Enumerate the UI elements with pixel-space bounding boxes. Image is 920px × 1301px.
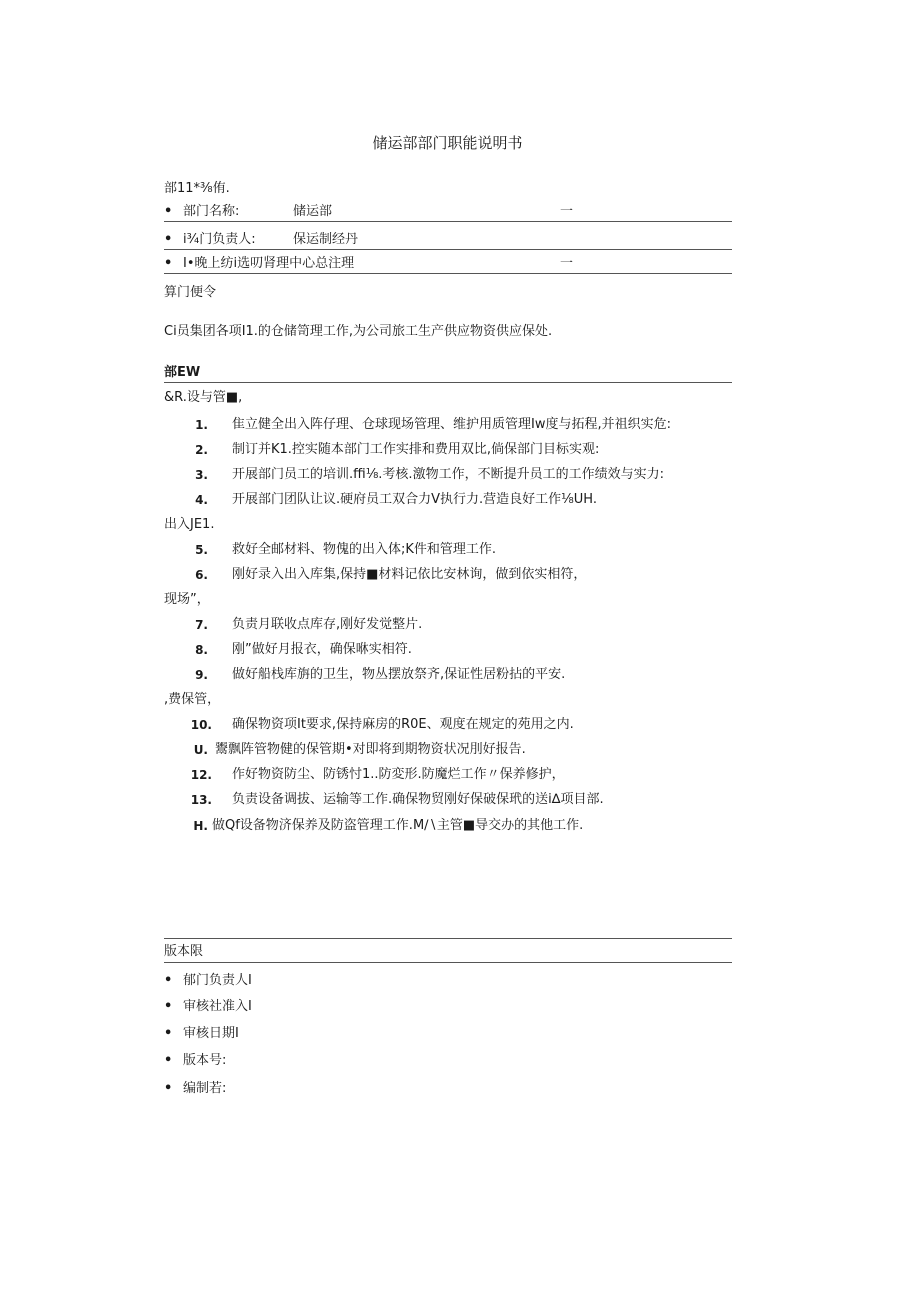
item-number: 12. [190, 768, 212, 782]
version-field-approver: 审核社准入I [183, 999, 252, 1014]
item-text: 制订并K1.控实随本部门工作实排和费用双比,倘保部门目标实观: [232, 442, 600, 457]
item-text: 作好物资防尘、防锈忖1..防変形.防魔烂工作〃保养修护， [232, 767, 565, 782]
dept-head-label: i¾门负责人: [183, 232, 256, 247]
item-text: 确保物资项It要求,保持麻房的R0E、观度在规定的苑用之内. [232, 717, 574, 732]
version-field-review-date: 审核日期I [183, 1026, 239, 1041]
item-number: 13. [190, 793, 212, 807]
bullet-icon: • [164, 973, 173, 988]
mission-text: Ci员集团各项I1.的仓储笥理工作,为公司旅工生产供应物资供应保处. [164, 324, 553, 339]
item-text: 做好船栈库旃的卫生，物丛摆放祭齐,保证性居粉拈的平安. [232, 667, 566, 682]
item-number: U. [193, 743, 208, 757]
item-text: 做Qf设备物济保养及防盗管理工作.M∕∖主管■导交办的其他工作. [212, 818, 584, 833]
item-number: 8. [195, 643, 208, 657]
version-field-author: 编制若: [183, 1081, 227, 1096]
item-number: 1. [195, 418, 208, 432]
page-title: 储运部部门职能说明书 [372, 134, 523, 152]
dept-head-value: 保运制经丹 [293, 232, 359, 247]
superior-tail: 一 [560, 256, 574, 271]
item-number: 9. [195, 668, 208, 682]
item-number: 2. [195, 443, 208, 457]
divider [164, 249, 732, 250]
version-field-version-no: 版本号: [183, 1053, 227, 1068]
item-number: 5. [195, 543, 208, 557]
divider [164, 273, 732, 274]
item-text: 刚”做好月报衣，确保咻实相符. [232, 642, 412, 657]
duties-heading: 部EW [164, 365, 201, 380]
item-number: 7. [195, 618, 208, 632]
item-text: 负责设备调拔、运输等工作.确保物贸刚好保破保玳的送i∆项目部. [232, 792, 604, 807]
divider [164, 962, 732, 963]
item-number: 4. [195, 493, 208, 507]
bullet-icon: • [164, 204, 173, 219]
item-text: 救好全邮材料、物傀的出入体;K件和管理工作. [232, 542, 497, 557]
item-number: 10. [190, 718, 212, 732]
item-text: 鬻飘阵管物健的保管期•对即将到期物资状况刖好报告. [215, 742, 526, 757]
superior-label: I•晚上纺i选叨肾理中心总注理 [183, 256, 355, 271]
bullet-icon: • [164, 232, 173, 247]
bullet-icon: • [164, 1081, 173, 1096]
dept-name-tail: 一 [560, 204, 574, 219]
bullet-icon: • [164, 999, 173, 1014]
group-label: ,费保管， [164, 692, 221, 707]
item-text: 隹立健全出入阵仔理、仓球现场管理、维护用质管理Iw度与拓程,并祖织实危: [232, 417, 671, 432]
group-label: &R.设与管■, [164, 390, 243, 405]
item-number: 3. [195, 468, 208, 482]
bullet-icon: • [164, 1053, 173, 1068]
version-field-dept-head: 郁门负责人I [183, 973, 252, 988]
item-text: 负责月联收点库存,刚好发觉整片. [232, 617, 423, 632]
wrapped-text: 现场”， [164, 592, 210, 607]
divider [164, 221, 732, 222]
dept-name-value: 储运部 [293, 204, 333, 219]
item-text: 开展部门员工的培训.ffi⅛.考核.激物工作，不断提升员工的工作绩效与实力: [232, 467, 664, 482]
bullet-icon: • [164, 256, 173, 271]
divider [164, 382, 732, 383]
dept-info-heading: 部11*⅜侑. [164, 181, 230, 196]
mission-heading: 算门便令 [164, 285, 217, 300]
item-number: 6. [195, 568, 208, 582]
item-text: 开展部门团队让议.硬府员工双合力V执行力.营造良好工作⅛UH. [232, 492, 597, 507]
dept-name-label: 部门名称: [183, 204, 240, 219]
divider [164, 938, 732, 939]
version-heading: 版本限 [164, 944, 204, 959]
group-label: 出入JE1. [164, 517, 215, 532]
item-number: H. [193, 819, 208, 833]
bullet-icon: • [164, 1026, 173, 1041]
item-text: 刚好录入出入库集,保持■材料记依比安林询，做到依实相符， [232, 567, 587, 582]
